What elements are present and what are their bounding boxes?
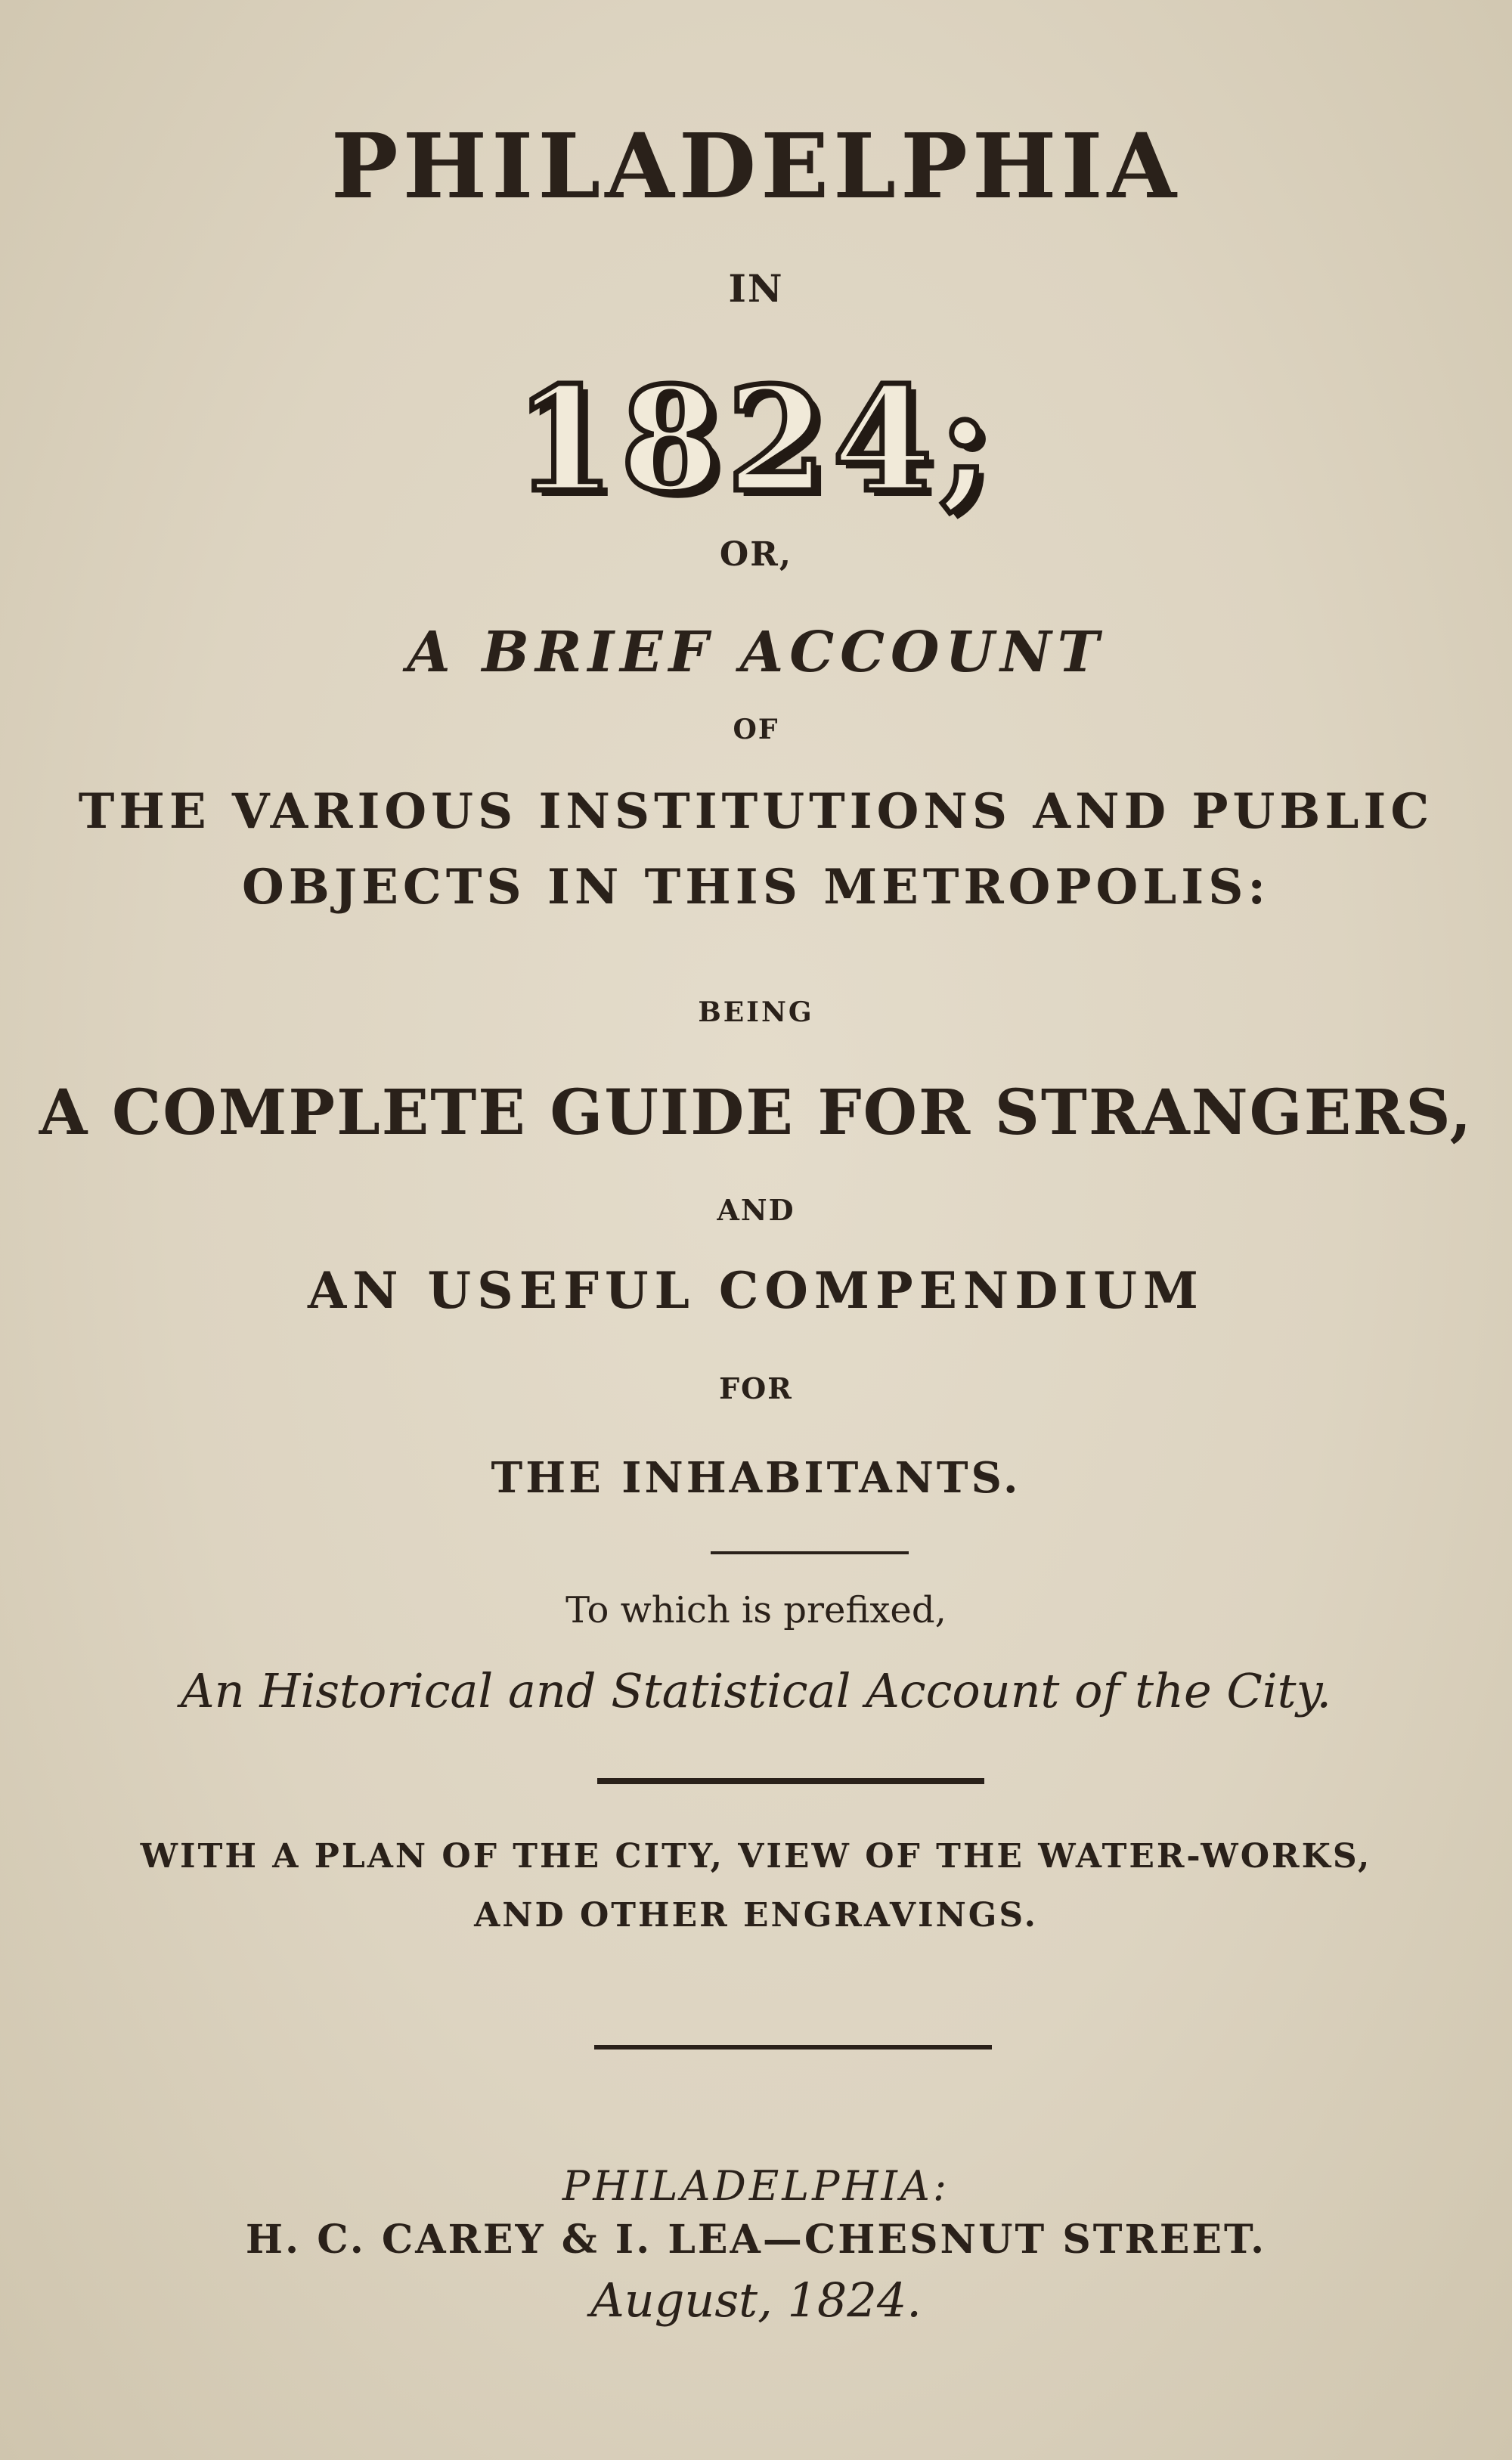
divider-rule <box>594 2045 992 2049</box>
subtitle-brief-account: A BRIEF ACCOUNT <box>407 620 1105 685</box>
title-connector-for: FOR <box>719 1371 793 1405</box>
subtitle-institutions-line2: OBJECTS IN THIS METROPOLIS: <box>241 859 1271 916</box>
title-connector-being: BEING <box>698 996 814 1028</box>
imprint-place: PHILADELPHIA: <box>562 2162 950 2210</box>
subtitle-guide: A COMPLETE GUIDE FOR STRANGERS, <box>39 1077 1473 1149</box>
imprint-publisher: H. C. CAREY & I. LEA—CHESNUT STREET. <box>245 2217 1267 2263</box>
prefixed-note: To which is prefixed, <box>565 1589 947 1631</box>
title-connector-or: OR, <box>719 535 793 574</box>
engravings-note-line2: AND OTHER ENGRAVINGS. <box>474 1896 1038 1935</box>
divider-rule <box>711 1551 909 1554</box>
subtitle-compendium: AN USEFUL COMPENDIUM <box>308 1261 1204 1320</box>
engravings-note-line1: WITH A PLAN OF THE CITY, VIEW OF THE WATER-WORKS, <box>140 1837 1372 1876</box>
title-year: 1824; <box>514 355 998 524</box>
subtitle-institutions-line1: THE VARIOUS INSTITUTIONS AND PUBLIC <box>78 783 1434 840</box>
historical-account: An Historical and Statistical Account of the City. <box>180 1663 1332 1718</box>
title-connector-of: OF <box>733 714 779 745</box>
imprint-date: August, 1824. <box>590 2273 922 2328</box>
subtitle-inhabitants: THE INHABITANTS. <box>491 1453 1021 1503</box>
book-title: PHILADELPHIA <box>330 113 1182 218</box>
title-connector-in: IN <box>728 266 784 311</box>
divider-rule <box>597 1778 984 1784</box>
title-connector-and: AND <box>717 1193 795 1227</box>
